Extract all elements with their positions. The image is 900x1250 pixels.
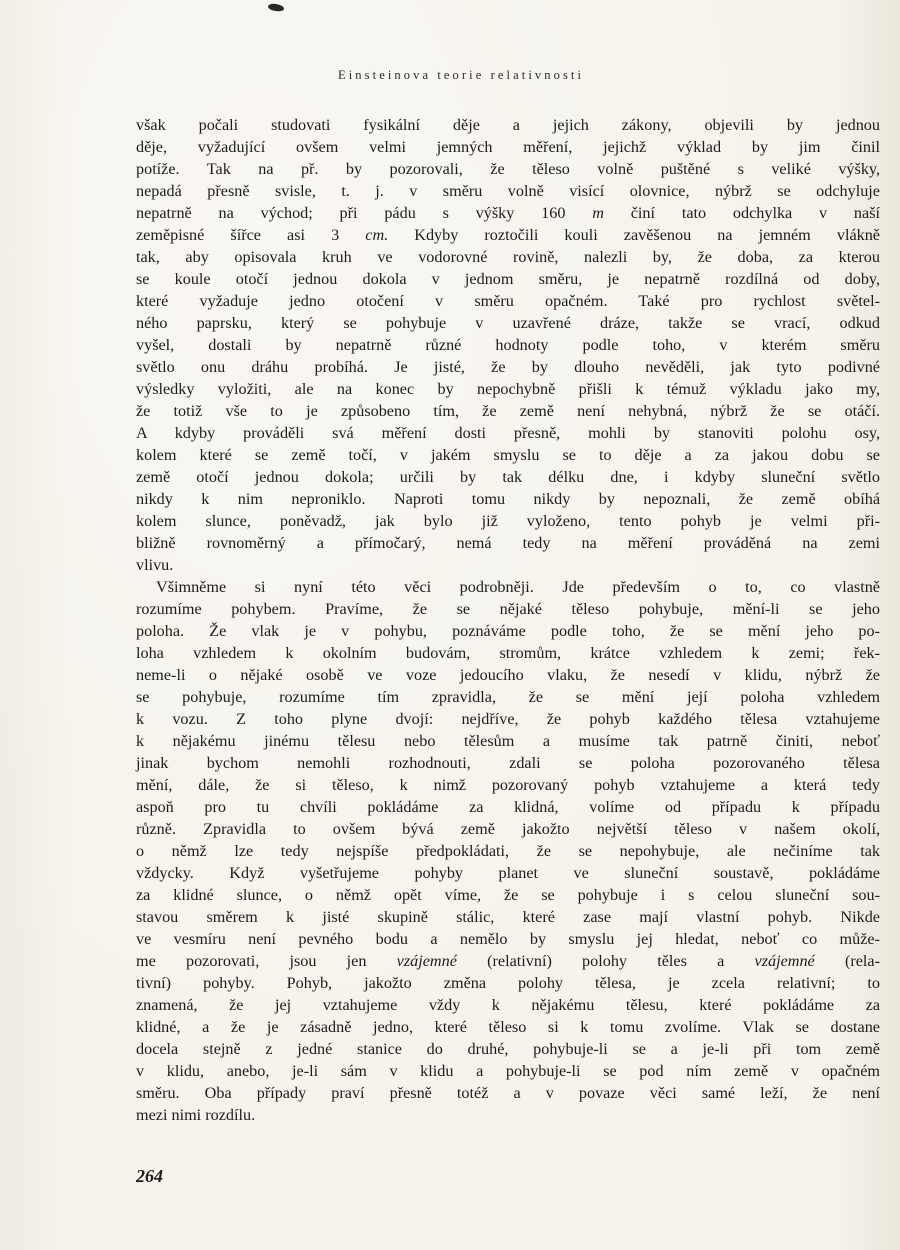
text-line: me pozorovati, jsou jen vzájemné (relativní) polohy těles a vzájemné (rela-	[136, 952, 881, 970]
text-line: k nějakému jinému tělesu nebo tělesům a musíme tak patrně činiti, neboť	[136, 732, 880, 750]
text-line: nikdy k nim neproniklo. Naproti tomu nikdy by nepoznali, že země obíhá	[136, 490, 880, 508]
text-line: směru. Oba případy praví přesně totéž a v povaze věci samé leží, že není	[136, 1084, 880, 1102]
text-line: kolem které se země točí, v jakém smyslu se to děje a za jakou dobu se	[136, 446, 880, 464]
text-line: výsledky vyložiti, ale na konec by nepochybně přišli k témuž výkladu jako my,	[136, 380, 880, 398]
text-line: děje, vyžadující ovšem velmi jemných měření, jejichž výklad by jim činil	[136, 138, 880, 156]
italic-term: cm.	[365, 226, 389, 244]
text-line: neme-li o nějaké osobě ve voze jedoucího vlaku, že nesedí v klidu, nýbrž že	[136, 666, 880, 684]
text-line: nepatrně na východ; při pádu s výšky 160 m činí tato odchylka v naší	[136, 204, 880, 222]
text-line: rozumíme pohybem. Pravíme, že se nějaké těleso pohybuje, mění-li se jeho	[136, 600, 880, 618]
text-line: zeměpisné šířce asi 3 cm. Kdyby roztočili kouli zavěšenou na jemném vlákně	[136, 226, 880, 244]
italic-term: m	[592, 204, 604, 222]
text-line: mění, dále, že si těleso, k nimž pozorovaný pohyb vztahujeme a která tedy	[136, 776, 880, 794]
text-line: jinak bychom nemohli rozhodnouti, zdali se poloha pozorovaného tělesa	[136, 754, 880, 772]
italic-term: vzájemné	[754, 952, 815, 970]
text-line: loha vzhledem k okolním budovám, stromům, krátce vzhledem k zemi; řek-	[136, 644, 880, 662]
text-line: A kdyby prováděli svá měření dosti přesně, mohli by stanoviti polohu osy,	[136, 424, 880, 442]
text-line: bližně rovnoměrný a přímočarý, nemá tedy na měření prováděná na zemi	[136, 534, 880, 552]
text-line: tak, aby opisovala kruh ve vodorovné rovině, nalezli by, že doba, za kterou	[136, 248, 880, 266]
text-line: znamená, že jej vztahujeme vždy k nějakému tělesu, které pokládáme za	[136, 996, 880, 1014]
text-line: však počali studovati fysikální děje a jejich zákony, objevili by jednou	[136, 116, 880, 134]
text-line: různě. Zpravidla to ovšem bývá země jakožto největší těleso v našem okolí,	[136, 820, 880, 838]
text-line: se koule otočí jednou dokola v jednom směru, je nepatrně rozdílná od doby,	[136, 270, 880, 288]
body-text	[136, 114, 880, 1126]
text-line: vyšel, dostali by nepatrně různé hodnoty podle toho, v kterém směru	[136, 336, 880, 354]
text-line: stavou směrem k jisté skupině stálic, které zase mají vlastní pohyb. Nikde	[136, 908, 880, 926]
italic-term: vzájemné	[396, 952, 457, 970]
text-line: kolem slunce, poněvadž, jak bylo již vyloženo, tento pohyb je velmi při-	[136, 512, 880, 530]
running-head: Einsteinova teorie relativnosti	[338, 68, 585, 82]
text-line: poloha. Že vlak je v pohybu, poznáváme podle toho, že se mění jeho po-	[136, 622, 880, 640]
text-line: aspoň pro tu chvíli pokládáme za klidná, volíme od případu k případu	[136, 798, 880, 816]
text-line: vždycky. Když vyšetřujeme pohyby planet ve sluneční soustavě, pokládáme	[136, 864, 880, 882]
text-line: za klidné slunce, o němž opět víme, že se pohybuje i s celou sluneční sou-	[136, 886, 880, 904]
text-line: mezi nimi rozdílu.	[136, 1106, 256, 1124]
paragraph-1	[136, 114, 880, 576]
text-line: které vyžaduje jedno otočení v směru opačném. Také pro rychlost světel-	[136, 292, 880, 310]
text-line: potíže. Tak na př. by pozorovali, že těleso volně puštěné s veliké výšky,	[136, 160, 880, 178]
text-line: země otočí jednou dokola; určili by tak délku dne, i kdyby sluneční světlo	[136, 468, 880, 486]
text-line: vlivu.	[136, 556, 174, 574]
text-line: se pohybuje, rozumíme tím zpravidla, že se mění její poloha vzhledem	[136, 688, 880, 706]
text-line: v klidu, anebo, je-li sám v klidu a pohybuje-li se pod ním země v opačném	[136, 1062, 880, 1080]
text-line: k vozu. Z toho plyne dvojí: nejdříve, že pohyb každého tělesa vztahujeme	[136, 710, 880, 728]
text-line: tivní) pohyby. Pohyb, jakožto změna polohy tělesa, je zcela relativní; to	[136, 974, 880, 992]
text-line: Všimněme si nyní této věci podrobněji. Jde především o to, co vlastně	[156, 578, 880, 596]
text-line: o němž lze tedy nejspíše předpokládati, že se nepohybuje, ale nečiníme tak	[136, 842, 880, 860]
text-line: klidné, a že je zásadně jedno, které těleso si k tomu zvolíme. Vlak se dostane	[136, 1018, 880, 1036]
paragraph-2	[136, 576, 880, 1126]
page-number: 264	[136, 1166, 163, 1186]
text-line: že totiž vše to je způsobeno tím, že země není nehybná, nýbrž že se otáčí.	[136, 402, 880, 420]
text-line: nepadá přesně svisle, t. j. v směru volně visící olovnice, nýbrž se odchyluje	[136, 182, 880, 200]
ink-blot-mark	[268, 3, 285, 12]
text-line: světlo onu dráhu probíhá. Je jisté, že by dlouho nevěděli, jak tyto podivné	[136, 358, 880, 376]
text-line: ve vesmíru není pevného bodu a nemělo by smyslu jej hledat, neboť co může-	[136, 930, 880, 948]
text-line: ného paprsku, který se pohybuje v uzavřené dráze, takže se vrací, odkud	[136, 314, 880, 332]
text-line: docela stejně z jedné stanice do druhé, pohybuje-li se a je-li při tom země	[136, 1040, 880, 1058]
